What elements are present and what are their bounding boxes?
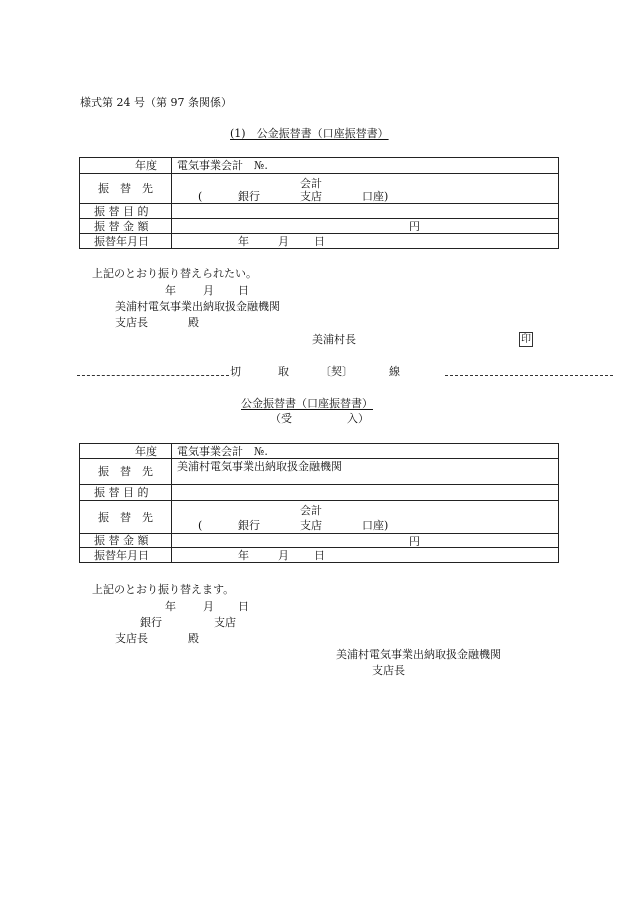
purpose-value [172,485,559,501]
done-date-day: 日 [238,600,249,613]
src-paren-open: ( [198,519,203,532]
destination-label: 振 替 先 [80,174,172,204]
request-date-day: 日 [238,284,249,297]
src-account: 口座) [362,519,389,532]
part2-title: 公金振替書（口座振替書） [241,397,373,410]
done-date-month: 月 [203,600,214,613]
destination-cell [172,174,559,204]
part1-row-fiscal-year [80,158,559,174]
institution-name: 美浦村電気事業出納取扱金融機関 [336,648,501,661]
date-cell [172,548,559,563]
date-day: 日 [314,549,325,562]
part2-subtitle: （受 入） [270,412,369,425]
yen-unit: 円 [409,535,420,548]
purpose-value [172,204,559,219]
amount-label: 振 替 金 額 [80,534,172,548]
part1-row-date [80,234,559,249]
part2-row-purpose [80,485,559,501]
part1-title: (1) 公金振替書（口座振替書） [230,127,389,140]
done-text: 上記のとおり振り替えます。 [92,583,235,596]
honorific: 殿 [188,632,199,645]
date-cell [172,234,559,249]
date-label: 振替年月日 [80,548,172,563]
yen-unit: 円 [409,220,420,233]
dest-account: 口座) [362,190,389,203]
destination-value: 美浦村電気事業出納取扱金融機関 [177,460,342,473]
branch-manager: 支店長 [115,316,148,329]
institution-name: 美浦村電気事業出納取扱金融機関 [115,300,280,313]
source-label: 振 替 先 [80,501,172,534]
destination-cell [172,459,559,485]
part2-row-destination [80,459,559,485]
date-year: 年 [238,549,249,562]
fiscal-year-label: 年度 [80,158,172,174]
part1-row-destination [80,174,559,204]
request-date-year: 年 [165,284,176,297]
account-name: 電気事業会計 №. [172,158,559,174]
date-month: 月 [278,549,289,562]
amount-cell [172,534,559,548]
branch-manager: 支店長 [115,632,148,645]
cut-line-kiri: 切 [230,365,241,378]
purpose-label: 振 替 目 的 [80,485,172,501]
cut-line-tori: 取 [278,365,289,378]
part1-table [79,157,559,249]
date-month: 月 [278,235,289,248]
src-bank: 銀行 [238,519,260,532]
form-number: 様式第 24 号（第 97 条関係） [80,96,232,109]
purpose-label: 振 替 目 的 [80,204,172,219]
src-branch: 支店 [300,519,322,532]
bank-label: 銀行 [140,616,162,629]
cut-line-left [77,375,229,376]
cut-line-sen: 線 [389,365,400,378]
src-kaikei: 会計 [300,504,322,517]
destination-label: 振 替 先 [80,459,172,485]
part1-row-amount [80,219,559,234]
fiscal-year-label: 年度 [80,444,172,459]
part2-row-fiscal-year [80,444,559,459]
seal-stamp: 印 [521,334,531,345]
dest-bank: 銀行 [238,190,260,203]
part1-row-purpose [80,204,559,219]
date-day: 日 [314,235,325,248]
cut-line-kei: 〔契〕 [320,365,353,378]
part2-row-date [80,548,559,563]
request-date-month: 月 [203,284,214,297]
cut-line-right [445,375,613,376]
amount-label: 振 替 金 額 [80,219,172,234]
part2-row-amount [80,534,559,548]
mayor-title: 美浦村長 [312,333,356,346]
date-year: 年 [238,235,249,248]
source-cell [172,501,559,534]
dest-branch: 支店 [300,190,322,203]
signer-branch-manager: 支店長 [372,664,405,677]
date-label: 振替年月日 [80,234,172,249]
part2-table [79,443,559,563]
amount-cell [172,219,559,234]
dest-paren-open: ( [198,190,203,203]
dest-kaikei: 会計 [300,177,322,190]
part2-row-source [80,501,559,534]
account-name: 電気事業会計 №. [172,444,559,459]
done-date-year: 年 [165,600,176,613]
honorific: 殿 [188,316,199,329]
request-text: 上記のとおり振り替えられたい。 [92,267,257,280]
branch-label: 支店 [214,616,236,629]
